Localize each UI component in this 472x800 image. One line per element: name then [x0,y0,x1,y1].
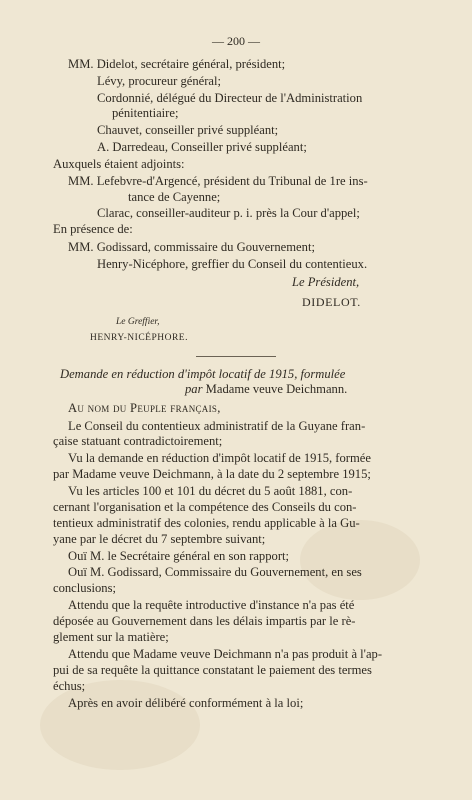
greffier-title: Le Greffier, [116,317,160,327]
member-line: Lévy, procureur général; [97,74,222,88]
president-title: Le Président, [292,275,360,289]
body-line: Après en avoir délibéré conformément à la loi; [68,696,304,710]
body-line: échus; [53,679,86,693]
member-line: En présence de: [53,222,133,236]
greffier-name: HENRY-NICÉPHORE. [90,333,188,343]
body-line: conclusions; [53,581,116,595]
au-nom-line: Au nom du Peuple français, [68,401,221,415]
body-line: déposée au Gouvernement dans les délais impartis par le rè- [53,614,356,628]
body-line: cernant l'organisation et la compétence des Conseils du con- [53,500,357,514]
case-heading-line2 [185,382,347,396]
member-line: Cordonnié, délégué du Directeur de l'Administration [97,91,363,105]
member-line: Henry-Nicéphore, greffier du Conseil du contentieux. [97,257,368,271]
body-line: Attendu que Madame veuve Deichmann n'a pas produit à l'ap- [68,647,383,661]
case-heading: Demande en réduction d'impôt locatif de 1915, formulée [60,367,346,381]
member-line: MM. Lefebvre-d'Argencé, président du Tribunal de 1re ins- [68,174,368,188]
body-line: Vu la demande en réduction d'impôt locatif de 1915, formée [68,451,371,465]
body-line: Attendu que la requête introductive d'instance n'a pas été [68,598,355,612]
paper-stain [300,520,420,600]
heading-par: par [185,382,203,396]
body-line: çaise statuant contradictoirement; [53,434,223,448]
member-line: MM. Didelot, secrétaire général, président; [68,57,286,71]
body-line: Le Conseil du contentieux administratif de la Guyane fran- [68,419,366,433]
member-line: Auxquels étaient adjoints: [53,157,185,171]
body-line: yane par le décret du 7 septembre suivant; [53,532,266,546]
body-line: pui de sa requête la quittance constatant le paiement des termes [53,663,372,677]
body-line: tentieux administratif des colonies, rendu applicable à la Gu- [53,516,360,530]
member-line: Chauvet, conseiller privé suppléant; [97,123,279,137]
body-line: Ouï M. Godissard, Commissaire du Gouvernement, en ses [68,565,362,579]
body-line: par Madame veuve Deichmann, à la date du 2 septembre 1915; [53,467,371,481]
page-number: — 200 — [212,34,260,48]
body-line: Vu les articles 100 et 101 du décret du 5 août 1881, con- [68,484,353,498]
body-line: glement sur la matière; [53,630,169,644]
president-name: DIDELOT. [302,295,361,309]
member-line: pénitentiaire; [112,106,179,120]
member-line: MM. Godissard, commissaire du Gouvernement; [68,240,315,254]
section-divider [196,356,276,357]
body-line: Ouï M. le Secrétaire général en son rapport; [68,549,290,563]
member-line: A. Darredeau, Conseiller privé suppléant; [97,140,307,154]
paper-stain [40,680,200,770]
member-line: tance de Cayenne; [128,190,221,204]
heading-name: Madame veuve Deichmann. [205,382,348,396]
member-line: Clarac, conseiller-auditeur p. i. près la Cour d'appel; [97,206,360,220]
